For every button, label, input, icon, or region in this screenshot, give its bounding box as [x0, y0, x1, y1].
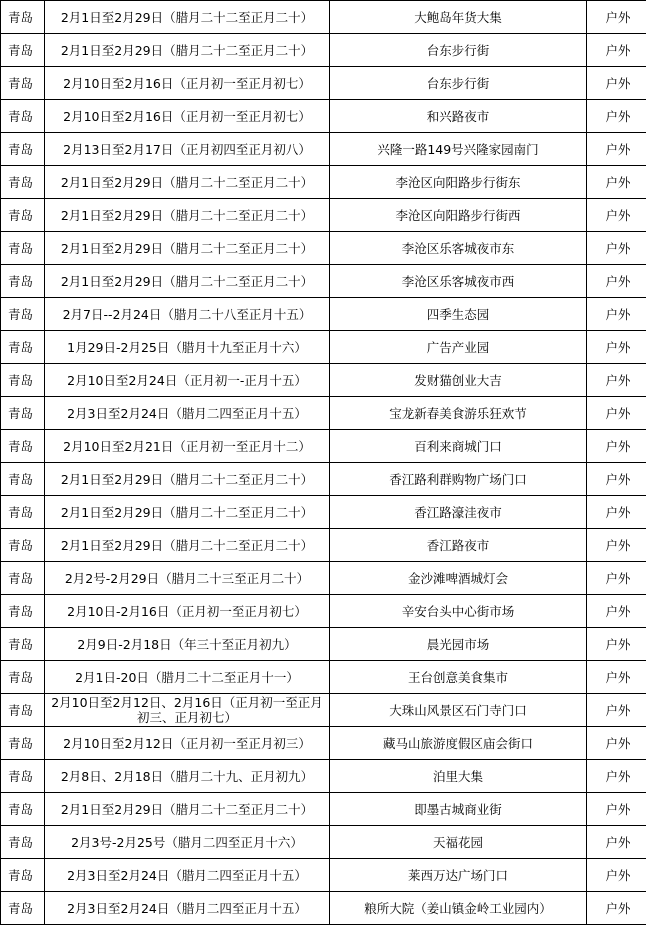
- table-row: [1, 628, 646, 661]
- place-cell: 辛安台头中心街市场: [330, 595, 587, 628]
- place-cell: 台东步行街: [330, 67, 587, 100]
- type-cell: 户外: [587, 760, 646, 793]
- date-cell: 2月1日至2月29日（腊月二十二至正月二十）: [45, 463, 330, 496]
- type-cell: 户外: [587, 166, 646, 199]
- city-cell: 青岛: [1, 793, 45, 826]
- type-cell: 户外: [587, 496, 646, 529]
- type-cell: 户外: [587, 529, 646, 562]
- type-cell: 户外: [587, 628, 646, 661]
- place-cell: 天福花园: [330, 826, 587, 859]
- city-cell: 青岛: [1, 298, 45, 331]
- city-cell: 青岛: [1, 727, 45, 760]
- table-row: [1, 826, 646, 859]
- date-cell: 2月3号-2月25号（腊月二四至正月十六）: [45, 826, 330, 859]
- type-cell: 户外: [587, 34, 646, 67]
- place-cell: 李沧区向阳路步行街西: [330, 199, 587, 232]
- date-cell: 2月1日至2月29日（腊月二十二至正月二十）: [45, 793, 330, 826]
- type-cell: 户外: [587, 430, 646, 463]
- date-cell: 2月1日至2月29日（腊月二十二至正月二十）: [45, 34, 330, 67]
- type-cell: 户外: [587, 1, 646, 34]
- type-cell: 户外: [587, 859, 646, 892]
- place-cell: 发财猫创业大吉: [330, 364, 587, 397]
- type-cell: 户外: [587, 694, 646, 727]
- city-cell: 青岛: [1, 826, 45, 859]
- city-cell: 青岛: [1, 529, 45, 562]
- date-cell: 2月10日至2月16日（正月初一至正月初七）: [45, 67, 330, 100]
- table-row: [1, 859, 646, 892]
- place-cell: 粮所大院（姜山镇金岭工业园内）: [330, 892, 587, 925]
- date-cell: 2月3日至2月24日（腊月二四至正月十五）: [45, 892, 330, 925]
- city-cell: 青岛: [1, 694, 45, 727]
- type-cell: 户外: [587, 67, 646, 100]
- place-cell: 金沙滩啤酒城灯会: [330, 562, 587, 595]
- type-cell: 户外: [587, 298, 646, 331]
- city-cell: 青岛: [1, 232, 45, 265]
- type-cell: 户外: [587, 397, 646, 430]
- place-cell: 大珠山风景区石门寺门口: [330, 694, 587, 727]
- table-row: [1, 463, 646, 496]
- city-cell: 青岛: [1, 100, 45, 133]
- type-cell: 户外: [587, 199, 646, 232]
- place-cell: 李沧区乐客城夜市西: [330, 265, 587, 298]
- city-cell: 青岛: [1, 331, 45, 364]
- table-row: [1, 793, 646, 826]
- table-row: [1, 760, 646, 793]
- date-cell: 2月1日至2月29日（腊月二十二至正月二十）: [45, 265, 330, 298]
- table-row: [1, 529, 646, 562]
- table-row: [1, 34, 646, 67]
- city-cell: 青岛: [1, 496, 45, 529]
- type-cell: 户外: [587, 793, 646, 826]
- place-cell: 李沧区乐客城夜市东: [330, 232, 587, 265]
- date-cell: 2月9日-2月18日（年三十至正月初九）: [45, 628, 330, 661]
- date-cell: 2月10日至2月21日（正月初一至正月十二）: [45, 430, 330, 463]
- date-cell: 2月3日至2月24日（腊月二四至正月十五）: [45, 397, 330, 430]
- city-cell: 青岛: [1, 661, 45, 694]
- city-cell: 青岛: [1, 199, 45, 232]
- city-cell: 青岛: [1, 562, 45, 595]
- table-row: [1, 364, 646, 397]
- place-cell: 香江路利群购物广场门口: [330, 463, 587, 496]
- city-cell: 青岛: [1, 166, 45, 199]
- place-cell: 百利来商城门口: [330, 430, 587, 463]
- table-row: [1, 892, 646, 925]
- city-cell: 青岛: [1, 364, 45, 397]
- city-cell: 青岛: [1, 265, 45, 298]
- city-cell: 青岛: [1, 133, 45, 166]
- place-cell: 王台创意美食集市: [330, 661, 587, 694]
- date-cell: 2月1日-20日（腊月二十二至正月十一）: [45, 661, 330, 694]
- place-cell: 李沧区向阳路步行街东: [330, 166, 587, 199]
- table-row: [1, 496, 646, 529]
- type-cell: 户外: [587, 892, 646, 925]
- city-cell: 青岛: [1, 67, 45, 100]
- date-cell: 2月2号-2月29日（腊月二十三至正月二十）: [45, 562, 330, 595]
- table-row: [1, 67, 646, 100]
- place-cell: 莱西万达广场门口: [330, 859, 587, 892]
- place-cell: 兴隆一路149号兴隆家园南门: [330, 133, 587, 166]
- type-cell: 户外: [587, 232, 646, 265]
- place-cell: 台东步行街: [330, 34, 587, 67]
- table-row: [1, 595, 646, 628]
- place-cell: 香江路濠洼夜市: [330, 496, 587, 529]
- city-cell: 青岛: [1, 595, 45, 628]
- type-cell: 户外: [587, 133, 646, 166]
- date-cell: 1月29日-2月25日（腊月十九至正月十六）: [45, 331, 330, 364]
- place-cell: 宝龙新春美食游乐狂欢节: [330, 397, 587, 430]
- type-cell: 户外: [587, 463, 646, 496]
- place-cell: 四季生态园: [330, 298, 587, 331]
- type-cell: 户外: [587, 595, 646, 628]
- table-row: [1, 298, 646, 331]
- date-cell: 2月10日至2月12日、2月16日（正月初一至正月初三、正月初七）: [45, 694, 330, 727]
- date-cell: 2月7日--2月24日（腊月二十八至正月十五）: [45, 298, 330, 331]
- date-cell: 2月1日至2月29日（腊月二十二至正月二十）: [45, 529, 330, 562]
- date-cell: 2月8日、2月18日（腊月二十九、正月初九）: [45, 760, 330, 793]
- place-cell: 晨光园市场: [330, 628, 587, 661]
- type-cell: 户外: [587, 265, 646, 298]
- table-row: [1, 100, 646, 133]
- events-table-body: [1, 1, 646, 925]
- date-cell: 2月13日至2月17日（正月初四至正月初八）: [45, 133, 330, 166]
- place-cell: 广告产业园: [330, 331, 587, 364]
- date-cell: 2月10日至2月12日（正月初一至正月初三）: [45, 727, 330, 760]
- type-cell: 户外: [587, 727, 646, 760]
- table-row: [1, 430, 646, 463]
- table-row: [1, 199, 646, 232]
- city-cell: 青岛: [1, 628, 45, 661]
- table-row: [1, 1, 646, 34]
- table-row: [1, 661, 646, 694]
- table-row: [1, 265, 646, 298]
- table-row: [1, 331, 646, 364]
- place-cell: 和兴路夜市: [330, 100, 587, 133]
- city-cell: 青岛: [1, 760, 45, 793]
- place-cell: 大鲍岛年货大集: [330, 1, 587, 34]
- city-cell: 青岛: [1, 1, 45, 34]
- date-cell: 2月10日-2月16日（正月初一至正月初七）: [45, 595, 330, 628]
- type-cell: 户外: [587, 100, 646, 133]
- table-row: [1, 166, 646, 199]
- type-cell: 户外: [587, 331, 646, 364]
- date-cell: 2月1日至2月29日（腊月二十二至正月二十）: [45, 166, 330, 199]
- city-cell: 青岛: [1, 463, 45, 496]
- date-cell: 2月1日至2月29日（腊月二十二至正月二十）: [45, 232, 330, 265]
- type-cell: 户外: [587, 826, 646, 859]
- place-cell: 泊里大集: [330, 760, 587, 793]
- place-cell: 即墨古城商业街: [330, 793, 587, 826]
- city-cell: 青岛: [1, 430, 45, 463]
- table-row: [1, 562, 646, 595]
- table-row: [1, 232, 646, 265]
- table-row: [1, 694, 646, 727]
- place-cell: 香江路夜市: [330, 529, 587, 562]
- table-row: [1, 397, 646, 430]
- table-row: [1, 727, 646, 760]
- city-cell: 青岛: [1, 892, 45, 925]
- type-cell: 户外: [587, 562, 646, 595]
- city-cell: 青岛: [1, 397, 45, 430]
- table-row: [1, 133, 646, 166]
- place-cell: 藏马山旅游度假区庙会街口: [330, 727, 587, 760]
- date-cell: 2月10日至2月16日（正月初一至正月初七）: [45, 100, 330, 133]
- date-cell: 2月1日至2月29日（腊月二十二至正月二十）: [45, 1, 330, 34]
- type-cell: 户外: [587, 661, 646, 694]
- date-cell: 2月10日至2月24日（正月初一-正月十五）: [45, 364, 330, 397]
- date-cell: 2月1日至2月29日（腊月二十二至正月二十）: [45, 199, 330, 232]
- city-cell: 青岛: [1, 34, 45, 67]
- type-cell: 户外: [587, 364, 646, 397]
- date-cell: 2月1日至2月29日（腊月二十二至正月二十）: [45, 496, 330, 529]
- city-cell: 青岛: [1, 859, 45, 892]
- date-cell: 2月3日至2月24日（腊月二四至正月十五）: [45, 859, 330, 892]
